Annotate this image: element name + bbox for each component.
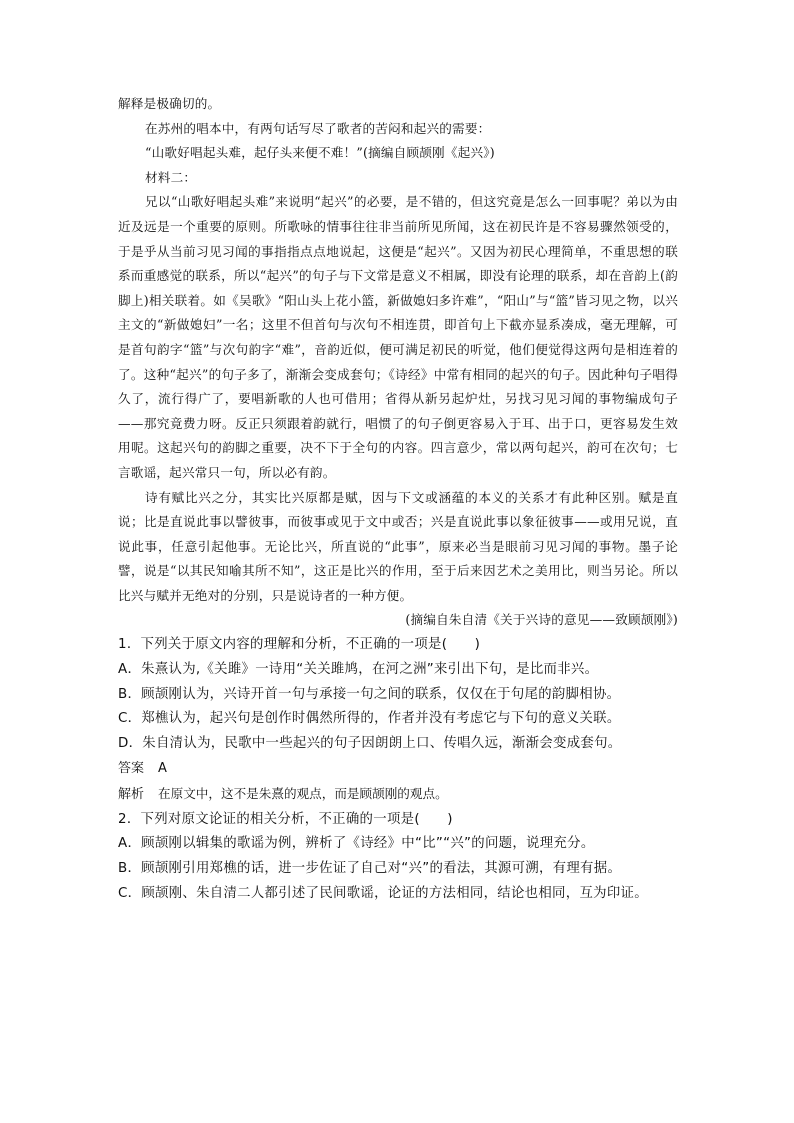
analysis-label: 解析 xyxy=(118,786,145,802)
answer-value: A xyxy=(158,761,167,777)
passage-paragraph: 兄以“山歌好唱起头难”来说明“起兴”的必要，是不错的，但这究竟是怎么一回事呢？弟以为由近及远是一个重要的原则。所歌咏的情事往往非当前所见所闻，这在初民许是不容易骤然领受的，于是乎从当前习见习闻的事指指点点地说起，这便是“起兴”。又因为初民心理简单，不重思想的联系而重感觉的联系，所以“起兴”的句子与下文常是意义不相属，即没有论理的联系，却在音韵上(韵脚上)相关联着。如《吴歌》“阳山头上花小篮，新做媳妇多许难”，“阳山”与“篮”皆习见之物，以兴主文的“新做媳妇”一名；这里不但首句与次句不相连贯，即首句上下截亦显系凑成，毫无理解，可是首句韵字“篮”与次句韵字“难”，音韵近似，便可满足初民的听觉，他们便觉得这两句是相连着的了。这种“起兴”的句子多了，渐渐会变成套句；《诗经》中常有相同的起兴的句子。因此种句子唱得久了，流行得广了，要唱新歌的人也可借用；省得从新另起炉灶，另找习见习闻的事物编成句子——那究竟费力呀。反正只须跟着韵就行，唱惯了的句子倒更容易入于耳、出于口，更容易发生效用呢。这起兴句的韵脚之重要，决不下于全句的内容。四言意少，常以两句起兴，韵可在次句；七言歌谣，起兴常只一句，所以必有韵。 xyxy=(118,194,678,480)
question-stem: 1．下列关于原文内容的理解和分析，不正确的一项是( ) xyxy=(118,637,481,653)
answer-label: 答案 xyxy=(118,761,145,777)
passage-quote: “山歌好唱起头难，起仔头来便不难！”(摘编自顾颉刚《起兴》) xyxy=(145,145,495,161)
option-c: C．顾颉刚、朱自清二人都引述了民间歌谣，论证的方法相同，结论也相同，互为印证。 xyxy=(118,886,648,902)
passage-line-explanation: 解释是极确切的。 xyxy=(118,96,221,111)
option-b: B．顾颉刚引用郑樵的话，进一步佐证了自己对“兴”的看法，其源可溯，有理有据。 xyxy=(118,861,622,877)
option-b: B．顾颉刚认为，兴诗开首一句与承接一句之间的联系，仅仅在于句尾的韵脚相协。 xyxy=(118,686,621,702)
material-two-heading: 材料二： xyxy=(145,169,197,185)
question-stem: 2．下列对原文论证的相关分析，不正确的一项是( ) xyxy=(118,811,453,827)
option-d: D．朱自清认为，民歌中一些起兴的句子因朗朗上口、传唱久远，渐渐会变成套句。 xyxy=(118,736,622,752)
question-1 xyxy=(118,633,678,808)
option-a: A．顾颉刚以辑集的歌谣为例，辨析了《诗经》中“比”“兴”的问题，说理充分。 xyxy=(118,836,595,852)
passage-suzhou-intro: 在苏州的唱本中，有两句话写尽了歌者的苦闷和起兴的需要： xyxy=(145,120,491,136)
question-2 xyxy=(118,808,678,907)
option-a: A．朱熹认为,《关雎》一诗用“关关雎鸠，在河之洲”来引出下句，是比而非兴。 xyxy=(118,661,599,677)
page-content xyxy=(118,92,678,907)
analysis-line xyxy=(118,782,678,808)
option-c: C．郑樵认为，起兴句是创作时偶然所得的，作者并没有考虑它与下句的意义关联。 xyxy=(118,711,621,727)
answer-line xyxy=(118,757,678,782)
analysis-text: 在原文中，这不是朱熹的观点，而是顾颉刚的观点。 xyxy=(158,785,448,801)
passage-paragraph: 诗有赋比兴之分，其实比兴原都是赋，因与下文或涵蕴的本义的关系才有此种区别。赋是直说；比是直说此事以譬彼事，而彼事或见于文中或否；兴是直说此事以象征彼事——或用兄说，直说此事，任意引起他事。无论比兴，所直说的“此事”，原来必当是眼前习见习闻的事物。墨子论譬，说是“以其民知喻其所不知”，这正是比兴的作用，至于后来因艺术之美用比，则当另论。所以比兴与赋并无绝对的分别，只是说诗者的一种方便。 xyxy=(118,489,678,603)
passage-source: (摘编自朱自清《关于兴诗的意见——致顾颉刚》) xyxy=(405,612,678,628)
